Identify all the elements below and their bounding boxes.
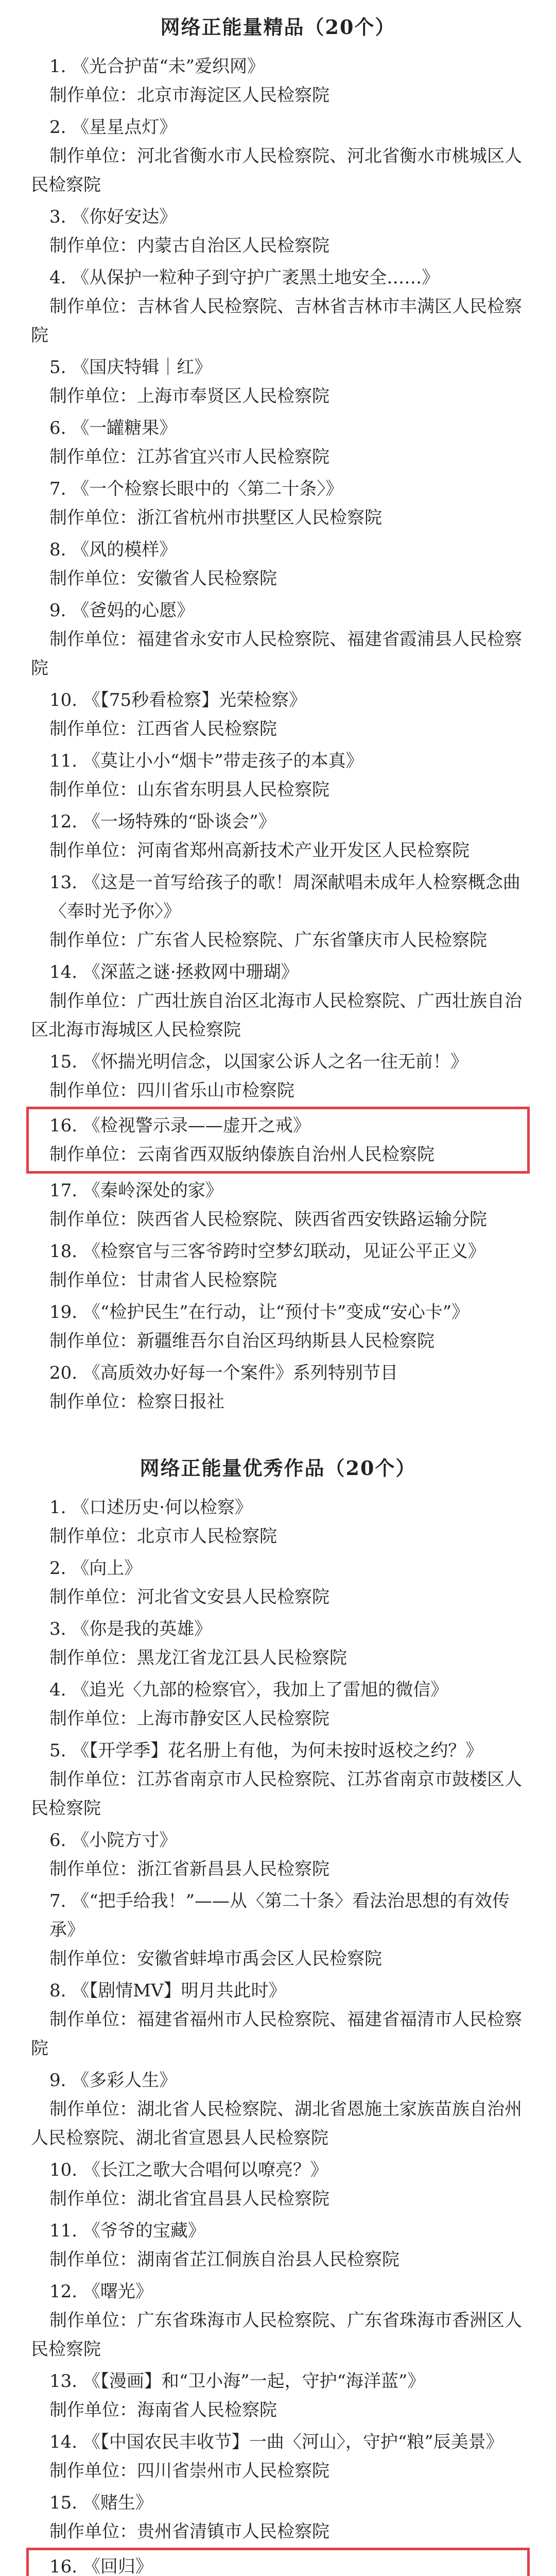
- production-unit: 制作单位：海南省人民检察院: [49, 2400, 277, 2420]
- work-title: 14. 《深蓝之谜·拯救网中珊瑚》: [49, 962, 299, 982]
- list-item: [31, 1615, 525, 1672]
- work-title: 12. 《曙光》: [49, 2281, 153, 2302]
- work-title: 18. 《检察官与三客爷跨时空梦幻联动，见证公平正义》: [49, 1241, 485, 1262]
- work-title: 1. 《口述历史·何以检察》: [49, 1497, 253, 1518]
- section-title-excellent: 网络正能量优秀作品（20个）: [140, 1456, 416, 1480]
- work-title: 15. 《怀揣光明信念，以国家公诉人之名一往无前！》: [49, 1052, 468, 1072]
- work-title: 15. 《赌生》: [49, 2493, 153, 2513]
- work-title: 7. 《一个检察长眼中的〈第二十条〉》: [49, 479, 343, 499]
- list-item: [31, 2277, 525, 2364]
- list-item: [31, 1554, 525, 1612]
- list-item: [31, 1176, 525, 1234]
- production-unit: 制作单位：广东省珠海市人民检察院、广东省珠海市香洲区人民检察院: [31, 2310, 522, 2360]
- production-unit: 制作单位：甘肃省人民检察院: [49, 1270, 277, 1291]
- production-unit: 制作单位：湖北省人民检察院、湖北省恩施土家族苗族自治州人民检察院、湖北省宣恩县人民检察院: [31, 2099, 522, 2148]
- list-item: [31, 1047, 525, 1105]
- work-title: 20. 《高质效办好每一个案件》系列特别节目: [49, 1363, 398, 1383]
- work-title: 2. 《星星点灯》: [49, 117, 177, 138]
- work-title: 8. 《风的模样》: [49, 539, 177, 560]
- production-unit: 制作单位：云南省西双版纳傣族自治州人民检察院: [49, 1144, 435, 1165]
- production-unit: 制作单位：吉林省人民检察院、吉林省吉林市丰满区人民检察院: [31, 296, 522, 346]
- production-unit: 制作单位：安徽省人民检察院: [49, 568, 277, 589]
- list-item: [31, 474, 525, 532]
- work-title: 13. 《这是一首写给孩子的歌！周深献唱未成年人检察概念曲〈奉时光予你〉》: [49, 872, 520, 922]
- work-title: 10. 《【75秒看检察】光荣检察》: [49, 690, 307, 710]
- list-item: [31, 353, 525, 411]
- work-title: 1. 《光合护苗“未”爱织网》: [49, 56, 265, 77]
- work-title: 3. 《你好安达》: [49, 207, 177, 227]
- list-item: [31, 807, 525, 865]
- list-item: [31, 414, 525, 471]
- highlighted-list-item: [31, 2552, 525, 2576]
- list-item: [31, 1976, 525, 2063]
- production-unit: 制作单位：陕西省人民检察院、陕西省西安铁路运输分院: [49, 1209, 487, 1230]
- list-item: [31, 52, 525, 110]
- list-item: [31, 535, 525, 593]
- production-unit: 制作单位：广东省人民检察院、广东省肇庆市人民检察院: [49, 930, 487, 951]
- work-title: 6. 《小院方寸》: [49, 1830, 177, 1851]
- production-unit: 制作单位：广西壮族自治区北海市人民检察院、广西壮族自治区北海市海城区人民检察院: [31, 991, 522, 1040]
- production-unit: 制作单位：江西省人民检察院: [49, 719, 277, 739]
- list-item: [31, 1493, 525, 1551]
- list-item: [31, 686, 525, 743]
- list-item: [31, 1826, 525, 1884]
- production-unit: 制作单位：贵州省清镇市人民检察院: [49, 2521, 329, 2542]
- production-unit: 制作单位：上海市静安区人民检察院: [49, 1708, 329, 1729]
- highlighted-list-item: [31, 1111, 525, 1169]
- production-unit: 制作单位：黑龙江省龙江县人民检察院: [49, 1648, 347, 1668]
- production-unit: 制作单位：四川省崇州市人民检察院: [49, 2461, 329, 2481]
- production-unit: 制作单位：检察日报社: [49, 1392, 224, 1412]
- list-item: [31, 202, 525, 260]
- work-title: 16. 《检视警示录——虚开之戒》: [49, 1115, 310, 1136]
- work-title: 4. 《追光〈九部的检察官〉，我加上了雷旭的微信》: [49, 1680, 448, 1700]
- list-item: [31, 2156, 525, 2213]
- work-title: 9. 《爸妈的心愿》: [49, 600, 195, 621]
- production-unit: 制作单位：四川省乐山市检察院: [49, 1080, 294, 1101]
- list-item: [31, 2216, 525, 2274]
- production-unit: 制作单位：北京市人民检察院: [49, 1526, 277, 1547]
- list-item: [31, 1887, 525, 1973]
- list-item: [31, 1298, 525, 1355]
- work-title: 9. 《多彩人生》: [49, 2070, 177, 2091]
- production-unit: 制作单位：北京市海淀区人民检察院: [49, 85, 329, 106]
- production-unit: 制作单位：江苏省南京市人民检察院、江苏省南京市鼓楼区人民检察院: [31, 1769, 522, 1819]
- work-title: 6. 《一罐糖果》: [49, 418, 177, 438]
- section-title-featured: 网络正能量精品（20个）: [160, 15, 396, 39]
- work-title: 19. 《“检护民生”在行动，让“预付卡”变成“安心卡”》: [49, 1302, 470, 1323]
- list-item: [31, 747, 525, 804]
- list-item: [31, 2428, 525, 2485]
- production-unit: 制作单位：安徽省蚌埠市禹会区人民检察院: [49, 1948, 382, 1969]
- list-item: [31, 2367, 525, 2425]
- work-title: 16. 《回归》: [49, 2556, 153, 2576]
- work-title: 8. 《【剧情MV】明月共此时》: [49, 1980, 286, 2001]
- list-item: [31, 113, 525, 199]
- work-title: 12. 《一场特殊的“卧谈会”》: [49, 811, 276, 832]
- work-title: 7. 《“把手给我！”——从〈第二十条〉看法治思想的有效传承》: [49, 1891, 510, 1940]
- work-title: 5. 《【开学季】花名册上有他，为何未按时返校之约？》: [49, 1740, 483, 1761]
- production-unit: 制作单位：福建省永安市人民检察院、福建省霞浦县人民检察院: [31, 629, 522, 679]
- list-item: [31, 958, 525, 1044]
- list-item: [31, 868, 525, 955]
- excellent-works-list: [31, 1493, 525, 2576]
- work-title: 11. 《莫让小小“烟卡”带走孩子的本真》: [49, 751, 363, 771]
- production-unit: 制作单位：河南省郑州高新技术产业开发区人民检察院: [49, 840, 470, 861]
- work-title: 2. 《向上》: [49, 1558, 142, 1579]
- document-page: [31, 0, 525, 2576]
- list-item: [31, 2066, 525, 2153]
- work-title: 3. 《你是我的英雄》: [49, 1619, 212, 1639]
- featured-works-list: [31, 52, 525, 1416]
- list-item: [31, 1736, 525, 1823]
- production-unit: 制作单位：福建省福州市人民检察院、福建省福清市人民检察院: [31, 2009, 522, 2059]
- production-unit: 制作单位：河北省文安县人民检察院: [49, 1587, 329, 1607]
- work-title: 5. 《国庆特辑｜红》: [49, 357, 212, 378]
- production-unit: 制作单位：湖北省宜昌县人民检察院: [49, 2189, 329, 2209]
- production-unit: 制作单位：江苏省宜兴市人民检察院: [49, 447, 329, 467]
- work-title: 13. 《【漫画】和“卫小海”一起，守护“海洋蓝”》: [49, 2371, 425, 2392]
- production-unit: 制作单位：内蒙古自治区人民检察院: [49, 235, 329, 256]
- production-unit: 制作单位：上海市奉贤区人民检察院: [49, 386, 329, 406]
- production-unit: 制作单位：湖南省芷江侗族自治县人民检察院: [49, 2249, 399, 2270]
- list-item: [31, 2488, 525, 2546]
- work-title: 4. 《从保护一粒种子到守护广袤黑土地安全……》: [49, 267, 440, 288]
- work-title: 17. 《秦岭深处的家》: [49, 1180, 223, 1201]
- list-item: [31, 1359, 525, 1416]
- production-unit: 制作单位：河北省衡水市人民检察院、河北省衡水市桃城区人民检察院: [31, 146, 522, 195]
- work-title: 10. 《长江之歌大合唱何以嘹亮？》: [49, 2160, 328, 2180]
- list-item: [31, 263, 525, 350]
- work-title: 11. 《爷爷的宝藏》: [49, 2221, 205, 2241]
- production-unit: 制作单位：山东省东明县人民检察院: [49, 779, 329, 800]
- production-unit: 制作单位：浙江省新昌县人民检察院: [49, 1859, 329, 1879]
- list-item: [31, 1675, 525, 1733]
- production-unit: 制作单位：浙江省杭州市拱墅区人民检察院: [49, 507, 382, 528]
- list-item: [31, 1237, 525, 1295]
- work-title: 14. 《【中国农民丰收节】一曲〈河山〉，守护“粮”辰美景》: [49, 2432, 503, 2452]
- list-item: [31, 596, 525, 683]
- production-unit: 制作单位：新疆维吾尔自治区玛纳斯县人民检察院: [49, 1331, 435, 1351]
